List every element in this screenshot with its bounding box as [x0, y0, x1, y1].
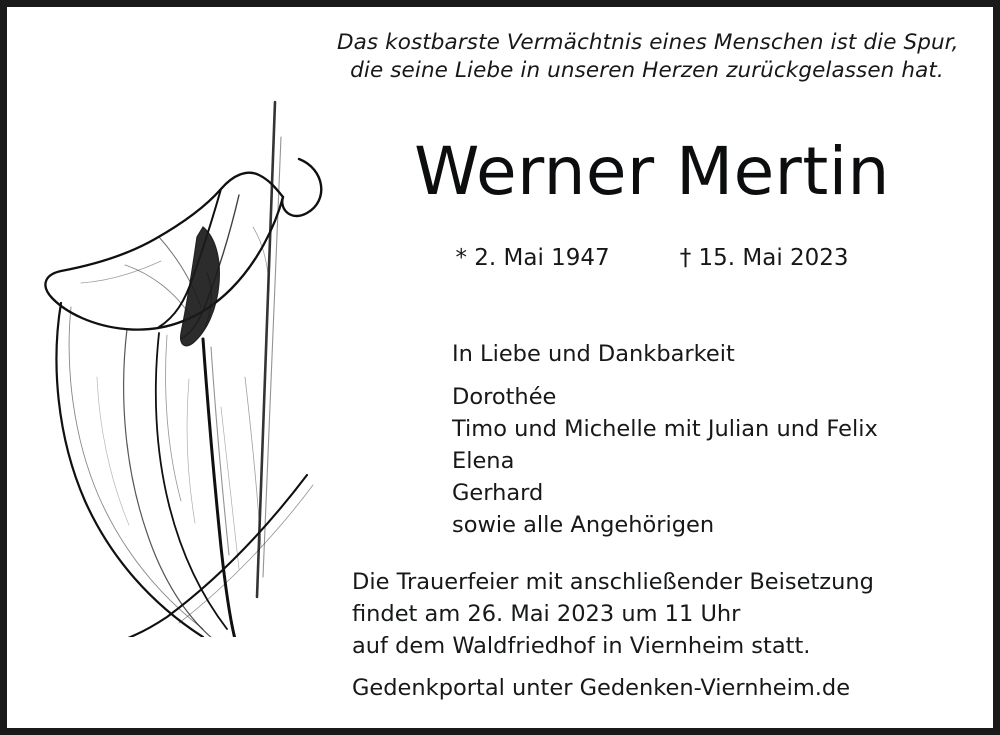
- verse-text: [337, 29, 957, 86]
- deceased-name: Werner Mertin: [414, 133, 890, 210]
- ceremony-line: auf dem Waldfriedhof in Viernheim statt.: [352, 632, 811, 659]
- birth-date: * 2. Mai 1947: [455, 245, 610, 271]
- calla-lily-sketch-icon: [7, 77, 347, 637]
- death-date: † 15. Mai 2023: [679, 245, 849, 271]
- family-member: Dorothée: [452, 384, 557, 410]
- ceremony-details: [352, 567, 874, 663]
- notice-inner: [7, 7, 993, 728]
- ceremony-line: findet am 26. Mai 2023 um 11 Uhr: [352, 600, 741, 627]
- family-member: Timo und Michelle mit Julian und Felix: [452, 415, 878, 442]
- memorial-portal-text: Gedenkportal unter Gedenken-Viernheim.de: [352, 675, 851, 701]
- verse-line-1: Das kostbarste Vermächtnis eines Menschen ist die Spur,: [337, 30, 959, 55]
- verse-line-2: die seine Liebe in unseren Herzen zurückgelassen hat.: [350, 58, 944, 84]
- family-member: sowie alle Angehörigen: [452, 511, 715, 538]
- dedication-text: In Liebe und Dankbarkeit: [452, 341, 735, 367]
- family-list: [452, 382, 878, 542]
- family-member: Elena: [452, 447, 515, 474]
- ceremony-line: Die Trauerfeier mit anschließender Beisetzung: [352, 569, 874, 595]
- life-dates: [337, 245, 967, 271]
- family-member: Gerhard: [452, 479, 544, 506]
